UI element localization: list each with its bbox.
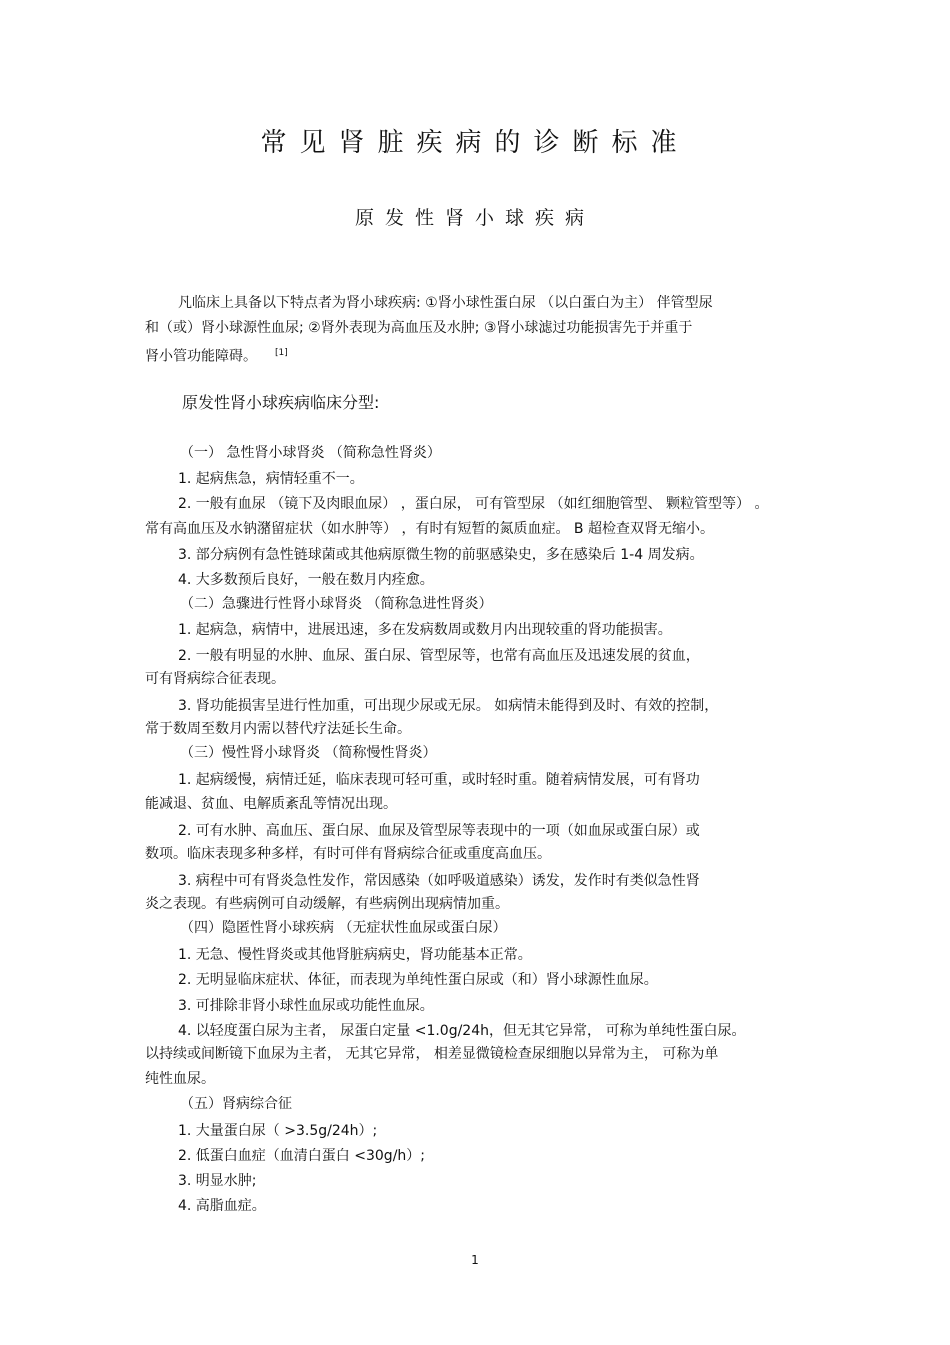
subsection-heading: （四）隐匿性肾小球疾病 （无症状性血尿或蛋白尿）	[180, 920, 507, 936]
page-number: 1	[471, 1253, 479, 1267]
list-item: 2. 可有水肿、高血压、蛋白尿、血尿及管型尿等表现中的一项（如血尿或蛋白尿）或	[178, 823, 700, 839]
list-item: 3. 病程中可有肾炎急性发作，常因感染（如呼吸道感染）诱发，发作时有类似急性肾	[178, 873, 700, 889]
list-item: 1. 无急、慢性肾炎或其他肾脏病病史，肾功能基本正常。	[178, 947, 532, 963]
list-item: 3. 明显水肿;	[178, 1173, 257, 1189]
subsection-heading: （五）肾病综合征	[180, 1096, 292, 1112]
list-item: 4. 高脂血症。	[178, 1198, 266, 1214]
list-item: 3. 部分病例有急性链球菌或其他病原微生物的前驱感染史，多在感染后 1-4 周发病。	[178, 547, 704, 563]
list-item: 2. 无明显临床症状、体征，而表现为单纯性蛋白尿或（和）肾小球源性血尿。	[178, 972, 658, 988]
list-item: 1. 起病焦急，病情轻重不一。	[178, 471, 364, 487]
reference-marker: [1]	[275, 348, 288, 358]
list-item-continuation: 可有肾病综合征表现。	[145, 671, 285, 687]
intro-line: 凡临床上具备以下特点者为肾小球疾病: ①肾小球性蛋白尿 （以白蛋白为主） 伴管型尿	[178, 295, 713, 311]
subsection-heading: （二）急骤进行性肾小球肾炎 （简称急进性肾炎）	[180, 596, 493, 612]
list-item-continuation: 能减退、贫血、电解质紊乱等情况出现。	[145, 796, 397, 812]
list-item-continuation: 数项。临床表现多种多样，有时可伴有肾病综合征或重度高血压。	[145, 846, 551, 862]
list-item-continuation: 常于数周至数月内需以替代疗法延长生命。	[145, 721, 411, 737]
list-item: 2. 一般有血尿 （镜下及肉眼血尿） ，蛋白尿， 可有管型尿 （如红细胞管型、 颗粒管型等） 。	[178, 496, 769, 512]
document-subtitle: 原发性肾小球疾病	[354, 207, 595, 229]
list-item-continuation: 炎之表现。有些病例可自动缓解，有些病例出现病情加重。	[145, 896, 509, 912]
list-item-continuation: 常有高血压及水钠潴留症状（如水肿等） ，有时有短暂的氮质血症。 B 超检查双肾无缩小。	[145, 521, 714, 537]
subsection-heading: （三）慢性肾小球肾炎 （简称慢性肾炎）	[180, 745, 437, 761]
list-item: 3. 可排除非肾小球性血尿或功能性血尿。	[178, 998, 434, 1014]
list-item: 4. 大多数预后良好，一般在数月内痊愈。	[178, 572, 434, 588]
section-heading: 原发性肾小球疾病临床分型:	[182, 393, 380, 412]
list-item-continuation: 以持续或间断镜下血尿为主者， 无其它异常， 相差显微镜检查尿细胞以异常为主， 可称为单	[145, 1046, 719, 1062]
intro-line: 和（或）肾小球源性血尿; ②肾外表现为高血压及水肿; ③肾小球滤过功能损害先于并重于	[145, 320, 693, 336]
list-item: 1. 大量蛋白尿（ >3.5g/24h）;	[178, 1123, 378, 1139]
list-item: 1. 起病缓慢，病情迁延，临床表现可轻可重，或时轻时重。随着病情发展，可有肾功	[178, 772, 700, 788]
list-item: 2. 一般有明显的水肿、血尿、蛋白尿、管型尿等，也常有高血压及迅速发展的贫血，	[178, 648, 700, 664]
subsection-heading: （一） 急性肾小球肾炎 （简称急性肾炎）	[180, 445, 441, 461]
list-item: 4. 以轻度蛋白尿为主者， 尿蛋白定量 <1.0g/24h，但无其它异常， 可称为单纯性蛋白尿。	[178, 1023, 746, 1039]
list-item-continuation: 纯性血尿。	[145, 1071, 215, 1087]
intro-line: 肾小管功能障碍。 [1]	[145, 348, 288, 365]
list-item: 3. 肾功能损害呈进行性加重，可出现少尿或无尿。 如病情未能得到及时、有效的控制，	[178, 698, 719, 714]
list-item: 2. 低蛋白血症（血清白蛋白 <30g/h）;	[178, 1148, 425, 1164]
list-item: 1. 起病急，病情中，进展迅速，多在发病数周或数月内出现较重的肾功能损害。	[178, 622, 672, 638]
document-title: 常见肾脏疾病的诊断标准	[260, 128, 690, 158]
